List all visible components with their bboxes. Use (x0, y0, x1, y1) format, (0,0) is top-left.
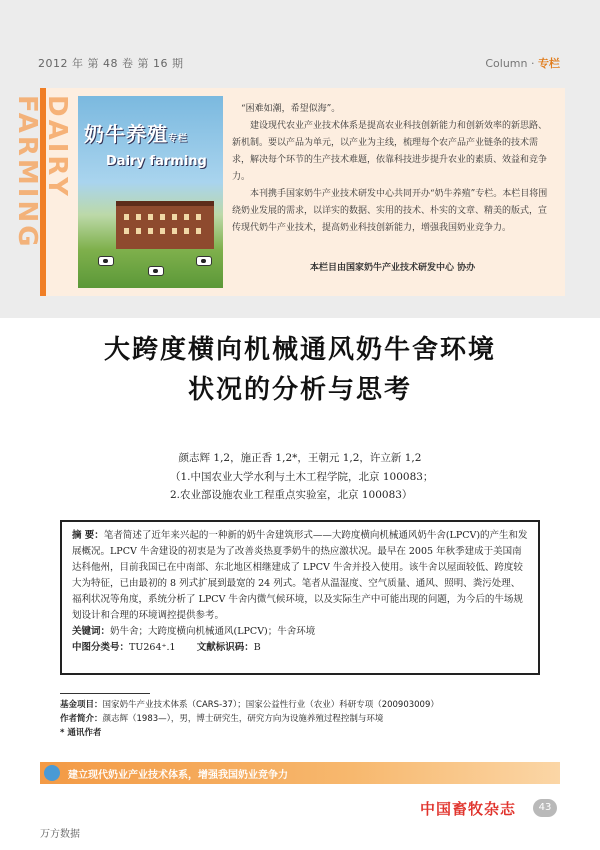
article-title (0, 330, 600, 410)
article-title-line-2: 状况的分析与思考 (187, 375, 412, 405)
slogan-band (40, 762, 560, 784)
abstract-label: 摘 要： (72, 530, 104, 541)
classification (72, 640, 528, 656)
globe-icon (44, 765, 60, 781)
affiliation-2: 2.农业部设施农业工程重点实验室，北京 100083） (170, 489, 413, 501)
abstract (72, 528, 528, 624)
author-list: 颜志辉 1,2，施正香 1,2*，王朝元 1,2，许立新 1,2 (178, 452, 422, 464)
abstract-box (60, 520, 540, 675)
column-intro (232, 101, 552, 237)
funding-note (60, 698, 439, 712)
column-label-en: Column (485, 57, 528, 70)
column-illustration (78, 96, 223, 288)
issue-info: 2012 年 第 48 卷 第 16 期 (38, 57, 184, 70)
funding-label: 基金项目： (60, 700, 103, 710)
column-title (84, 118, 188, 147)
footnotes (60, 698, 439, 740)
barn-building (116, 201, 214, 249)
footnote-rule (60, 693, 150, 694)
cow-figure (196, 256, 212, 266)
author-bio-text: 颜志辉（1983—），男，博士研究生，研究方向为设施养殖过程控制与环境 (102, 714, 384, 724)
slogan-text: 建立现代奶业产业技术体系，增强我国奶业竞争力 (68, 770, 288, 781)
page-number: 43 (533, 799, 557, 817)
clc-value: TU264⁺.1 (129, 642, 176, 653)
corresponding-author-note: * 通讯作者 (60, 728, 102, 738)
keywords (72, 624, 528, 640)
affiliation-1: （1.中国农业大学水利与土木工程学院，北京 100083； (170, 471, 434, 483)
column-title-suffix: 专栏 (168, 134, 189, 144)
clc-label: 中图分类号： (72, 642, 130, 653)
wanfang-watermark: 万方数据 (40, 829, 80, 840)
column-label: Column · 专栏 (485, 57, 560, 70)
author-bio-label: 作者简介： (60, 714, 103, 724)
funding-text: 国家奶牛产业技术体系（CARS-37）；国家公益性行业（农业）科研专项（200903009） (102, 700, 439, 710)
dairy-farming-vertical-text: DAIRY FARMING (12, 95, 72, 250)
column-credit: 本栏目由国家奶牛产业技术研发中心 协办 (310, 263, 476, 273)
intro-paragraph-2: 本刊携手国家奶牛产业技术研发中心共同开办“奶牛养殖”专栏。本栏目将围绕奶业发展的需求，以详实的数据、实用的技术、朴实的文章、精美的版式，宣传现代奶牛产业技术，提高奶业科技创新能力，增强我国奶业竞争力。 (232, 189, 548, 233)
author-bio (60, 712, 439, 726)
article-title-line-1: 大跨度横向机械通风奶牛舍环境 (103, 335, 496, 365)
intro-quote: “困难如潮，希望似海”。 (241, 104, 341, 114)
cow-figure (148, 266, 164, 276)
keywords-label: 关键词： (72, 626, 111, 637)
affiliations (170, 468, 470, 504)
journal-name: 中国畜牧杂志 (420, 800, 517, 818)
abstract-text: 笔者简述了近年来兴起的一种新的奶牛舍建筑形式——大跨度横向机械通风奶牛舍(LPCV)的产生和发展概况。LPCV 牛舍建设的初衷是为了改善炎热夏季奶牛的热应激状况。最早在 2005 年秋季建成于美国南达科他州，目前我国已在中南部、东北地区相继建成了 LPCV 牛舍并投入使用。该牛舍以屋面较低、跨度较大为特征，已由最初的 8 列式扩展到最宽的 24 列式。笔者从温湿度、空气质量、通风、照明、粪污处理、福利状况等角度，系统分析了 LPCV 牛舍内微气候环境，以及实际生产中可能出现的问题，为今后的牛场规划设计和合理的环境调控提供参考。 (72, 530, 528, 621)
keywords-text: 奶牛舍；大跨度横向机械通风(LPCV)；牛舍环境 (110, 626, 316, 637)
cow-figure (98, 256, 114, 266)
column-title-text: 奶牛养殖 (84, 122, 168, 146)
intro-paragraph-1: 建设现代农业产业技术体系是提高农业科技创新能力和创新效率的新思路、新机制。要以产品为单元，以产业为主线，梳理每个农产品产业链条的技术需求，解决每个环节的生产技术难题，依靠科技进步提升农业的素质、效益和竞争力。 (232, 121, 548, 182)
column-label-zh: 专栏 (538, 57, 560, 70)
doc-code-value: B (253, 642, 261, 653)
doc-code-label: 文献标识码： (196, 642, 254, 653)
column-title-en: Dairy farming (106, 154, 207, 169)
